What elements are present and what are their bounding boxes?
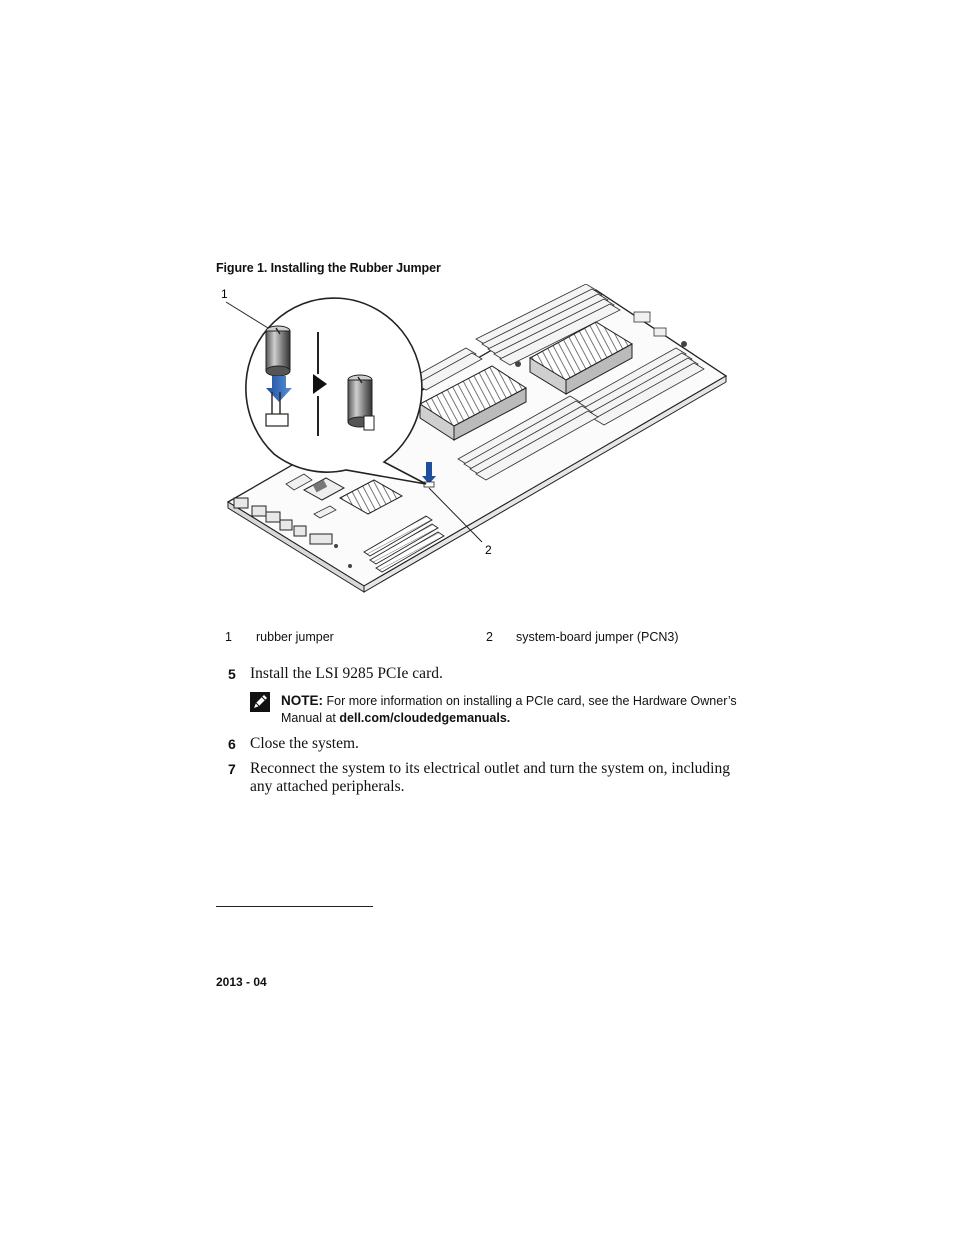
step-6-text: Close the system.: [250, 735, 359, 752]
legend-label-1: rubber jumper: [256, 630, 334, 644]
rubber-jumper-icon: [266, 326, 290, 376]
step-6-number: 6: [228, 736, 236, 752]
callout-1: 1: [221, 287, 228, 301]
legend-label-2: system-board jumper (PCN3): [516, 630, 679, 644]
note-label: NOTE:: [281, 693, 323, 708]
note-block: [281, 692, 751, 727]
publication-date: 2013 - 04: [216, 975, 267, 989]
note-link[interactable]: dell.com/cloudedgemanuals.: [339, 711, 511, 725]
callout-2: 2: [485, 543, 492, 557]
legend-num-1: 1: [225, 630, 232, 644]
step-7-number: 7: [228, 761, 236, 777]
figure-illustration: [214, 284, 744, 594]
pencil-note-icon: [250, 692, 270, 712]
figure-caption: Figure 1. Installing the Rubber Jumper: [216, 261, 441, 275]
step-5-number: 5: [228, 666, 236, 682]
note-text: For more information on installing a PCIe card, see the Hardware Owner’s Manual at: [281, 694, 737, 725]
legend-num-2: 2: [486, 630, 493, 644]
footnote-rule: [216, 906, 373, 907]
installed-jumper-icon: [348, 375, 374, 430]
step-5-text: Install the LSI 9285 PCIe card.: [250, 665, 443, 682]
step-7-text: Reconnect the system to its electrical outlet and turn the system on, including any attached peripherals.: [250, 760, 730, 795]
